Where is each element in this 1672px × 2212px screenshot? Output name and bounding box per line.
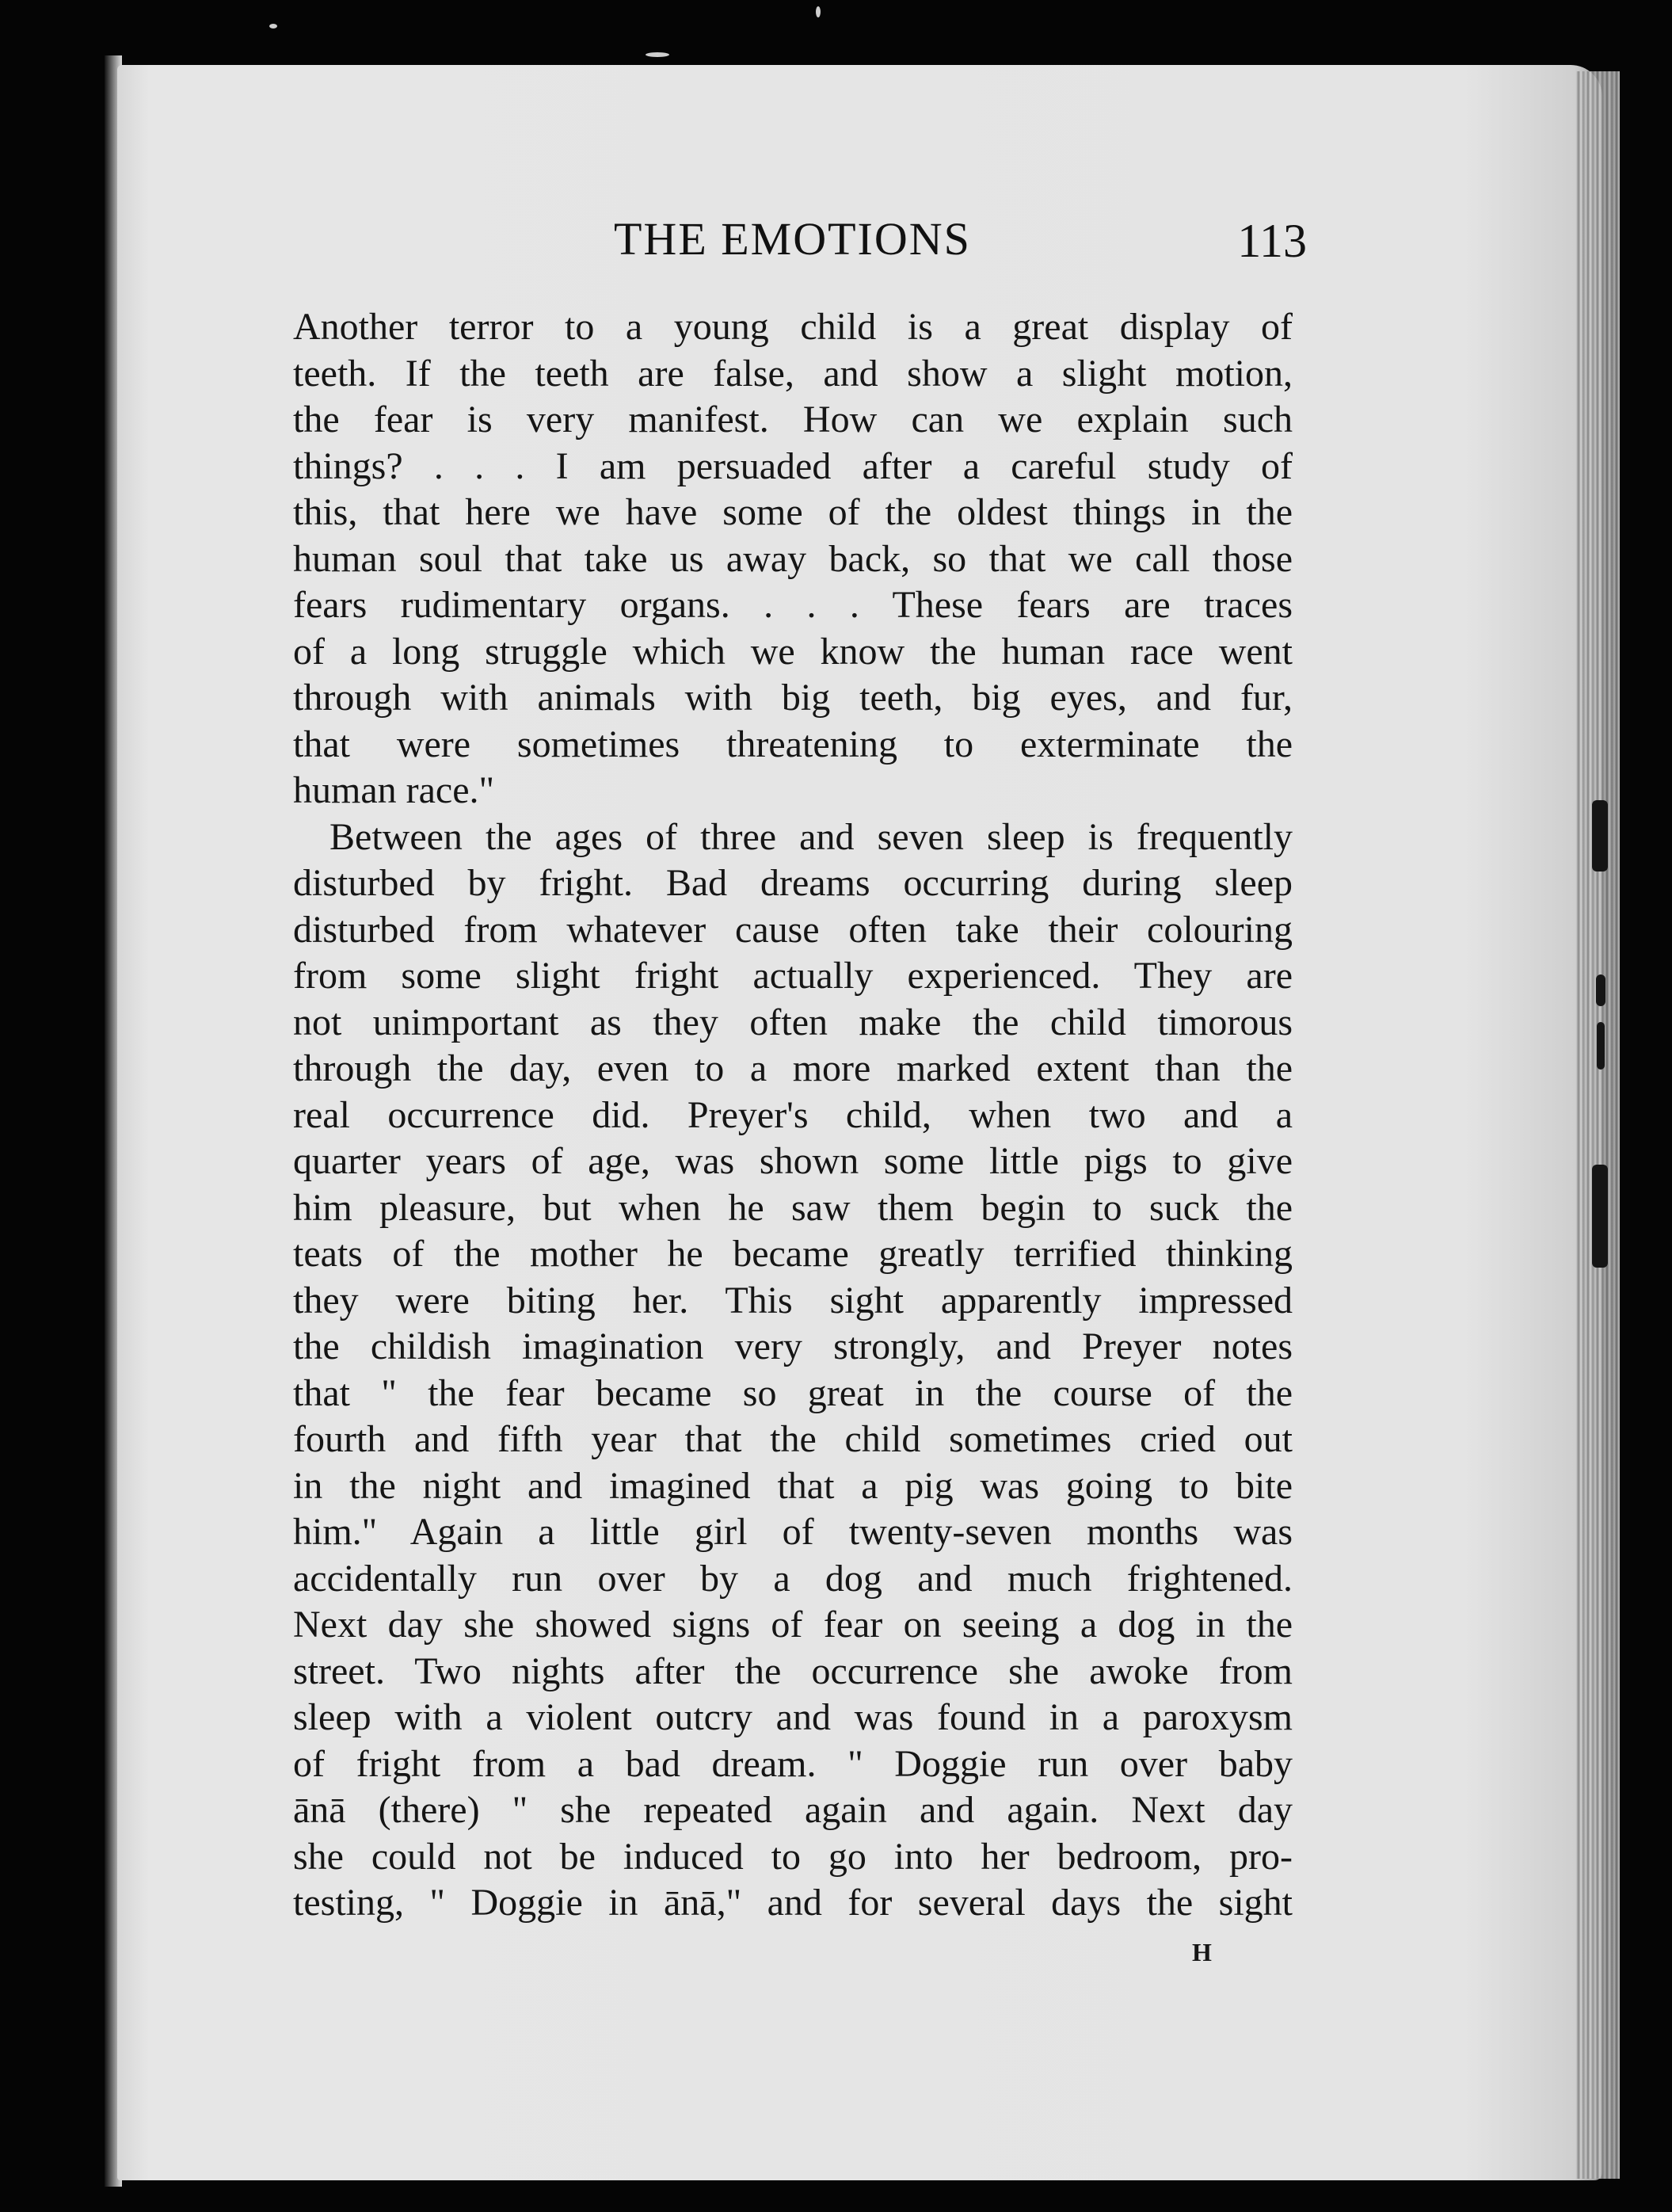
- text-line: ānā (there) " she repeated again and again. Next day: [293, 1789, 1293, 1831]
- text-line: from some slight fright actually experienced. They are: [293, 955, 1293, 997]
- edge-mark: [1592, 1165, 1608, 1268]
- text-line: real occurrence did. Preyer's child, when two and a: [293, 1093, 1293, 1136]
- text-line: accidentally run over by a dog and much frightened.: [293, 1557, 1293, 1600]
- text-line: in the night and imagined that a pig was going to bite: [293, 1464, 1293, 1507]
- page-number: 113: [1237, 215, 1307, 267]
- text-line: testing, " Doggie in ānā," and for several days the sight: [293, 1882, 1293, 1924]
- running-head: [301, 212, 1307, 268]
- text-line: human race.": [293, 769, 495, 811]
- text-line: teats of the mother he became greatly terrified thinking: [293, 1233, 1293, 1275]
- text-line: fourth and fifth year that the child sometimes cried out: [293, 1418, 1293, 1460]
- text-line: street. Two nights after the occurrence she awoke from: [293, 1649, 1293, 1692]
- edge-mark: [1592, 800, 1608, 871]
- text-line: him pleasure, but when he saw them begin to suck the: [293, 1186, 1293, 1229]
- scan-speck: [646, 52, 669, 57]
- text-line: quarter years of age, was shown some little pigs to give: [293, 1140, 1293, 1182]
- text-line: him." Again a little girl of twenty-seven months was: [293, 1511, 1293, 1553]
- text-line: teeth. If the teeth are false, and show a slight motion,: [293, 352, 1293, 395]
- text-line: sleep with a violent outcry and was found in a paroxysm: [293, 1696, 1293, 1738]
- signature-mark: H: [1192, 1938, 1212, 1966]
- text-line: they were biting her. This sight apparently impressed: [293, 1279, 1293, 1321]
- paragraph-start-line: Between the ages of three and seven sleep is frequently: [329, 815, 1293, 858]
- text-line: that were sometimes threatening to exterminate the: [293, 723, 1293, 765]
- text-line: that " the fear became so great in the course of the: [293, 1371, 1293, 1414]
- text-line: fears rudimentary organs. . . . These fears are traces: [293, 584, 1293, 626]
- text-line: through the day, even to a more marked extent than the: [293, 1047, 1293, 1089]
- text-line: of a long struggle which we know the human race went: [293, 630, 1293, 673]
- running-title: THE EMOTIONS: [614, 213, 971, 265]
- text-line: the childish imagination very strongly, and Preyer notes: [293, 1325, 1293, 1367]
- text-line: this, that here we have some of the oldest things in the: [293, 491, 1293, 533]
- text-line: through with animals with big teeth, big eyes, and fur,: [293, 677, 1293, 719]
- page-edge-shadow: [1576, 71, 1620, 2179]
- body-text: [293, 304, 1293, 1927]
- scan-speck: [269, 24, 277, 29]
- text-line: disturbed from whatever cause often take their colouring: [293, 908, 1293, 951]
- text-line: disturbed by fright. Bad dreams occurring during sleep: [293, 862, 1293, 904]
- text-line: human soul that take us away back, so that we call those: [293, 537, 1293, 580]
- scan-speck: [816, 6, 821, 17]
- text-line: Next day she showed signs of fear on seeing a dog in the: [293, 1604, 1293, 1646]
- text-line: of fright from a bad dream. " Doggie run over baby: [293, 1742, 1293, 1785]
- edge-mark: [1597, 1022, 1605, 1070]
- text-line: things? . . . I am persuaded after a careful study of: [293, 444, 1293, 487]
- text-line: not unimportant as they often make the child timorous: [293, 1001, 1293, 1043]
- edge-mark: [1596, 974, 1605, 1006]
- text-line: Another terror to a young child is a great display of: [293, 306, 1293, 348]
- text-line: the fear is very manifest. How can we explain such: [293, 399, 1293, 440]
- text-line: she could not be induced to go into her bedroom, pro-: [293, 1835, 1293, 1878]
